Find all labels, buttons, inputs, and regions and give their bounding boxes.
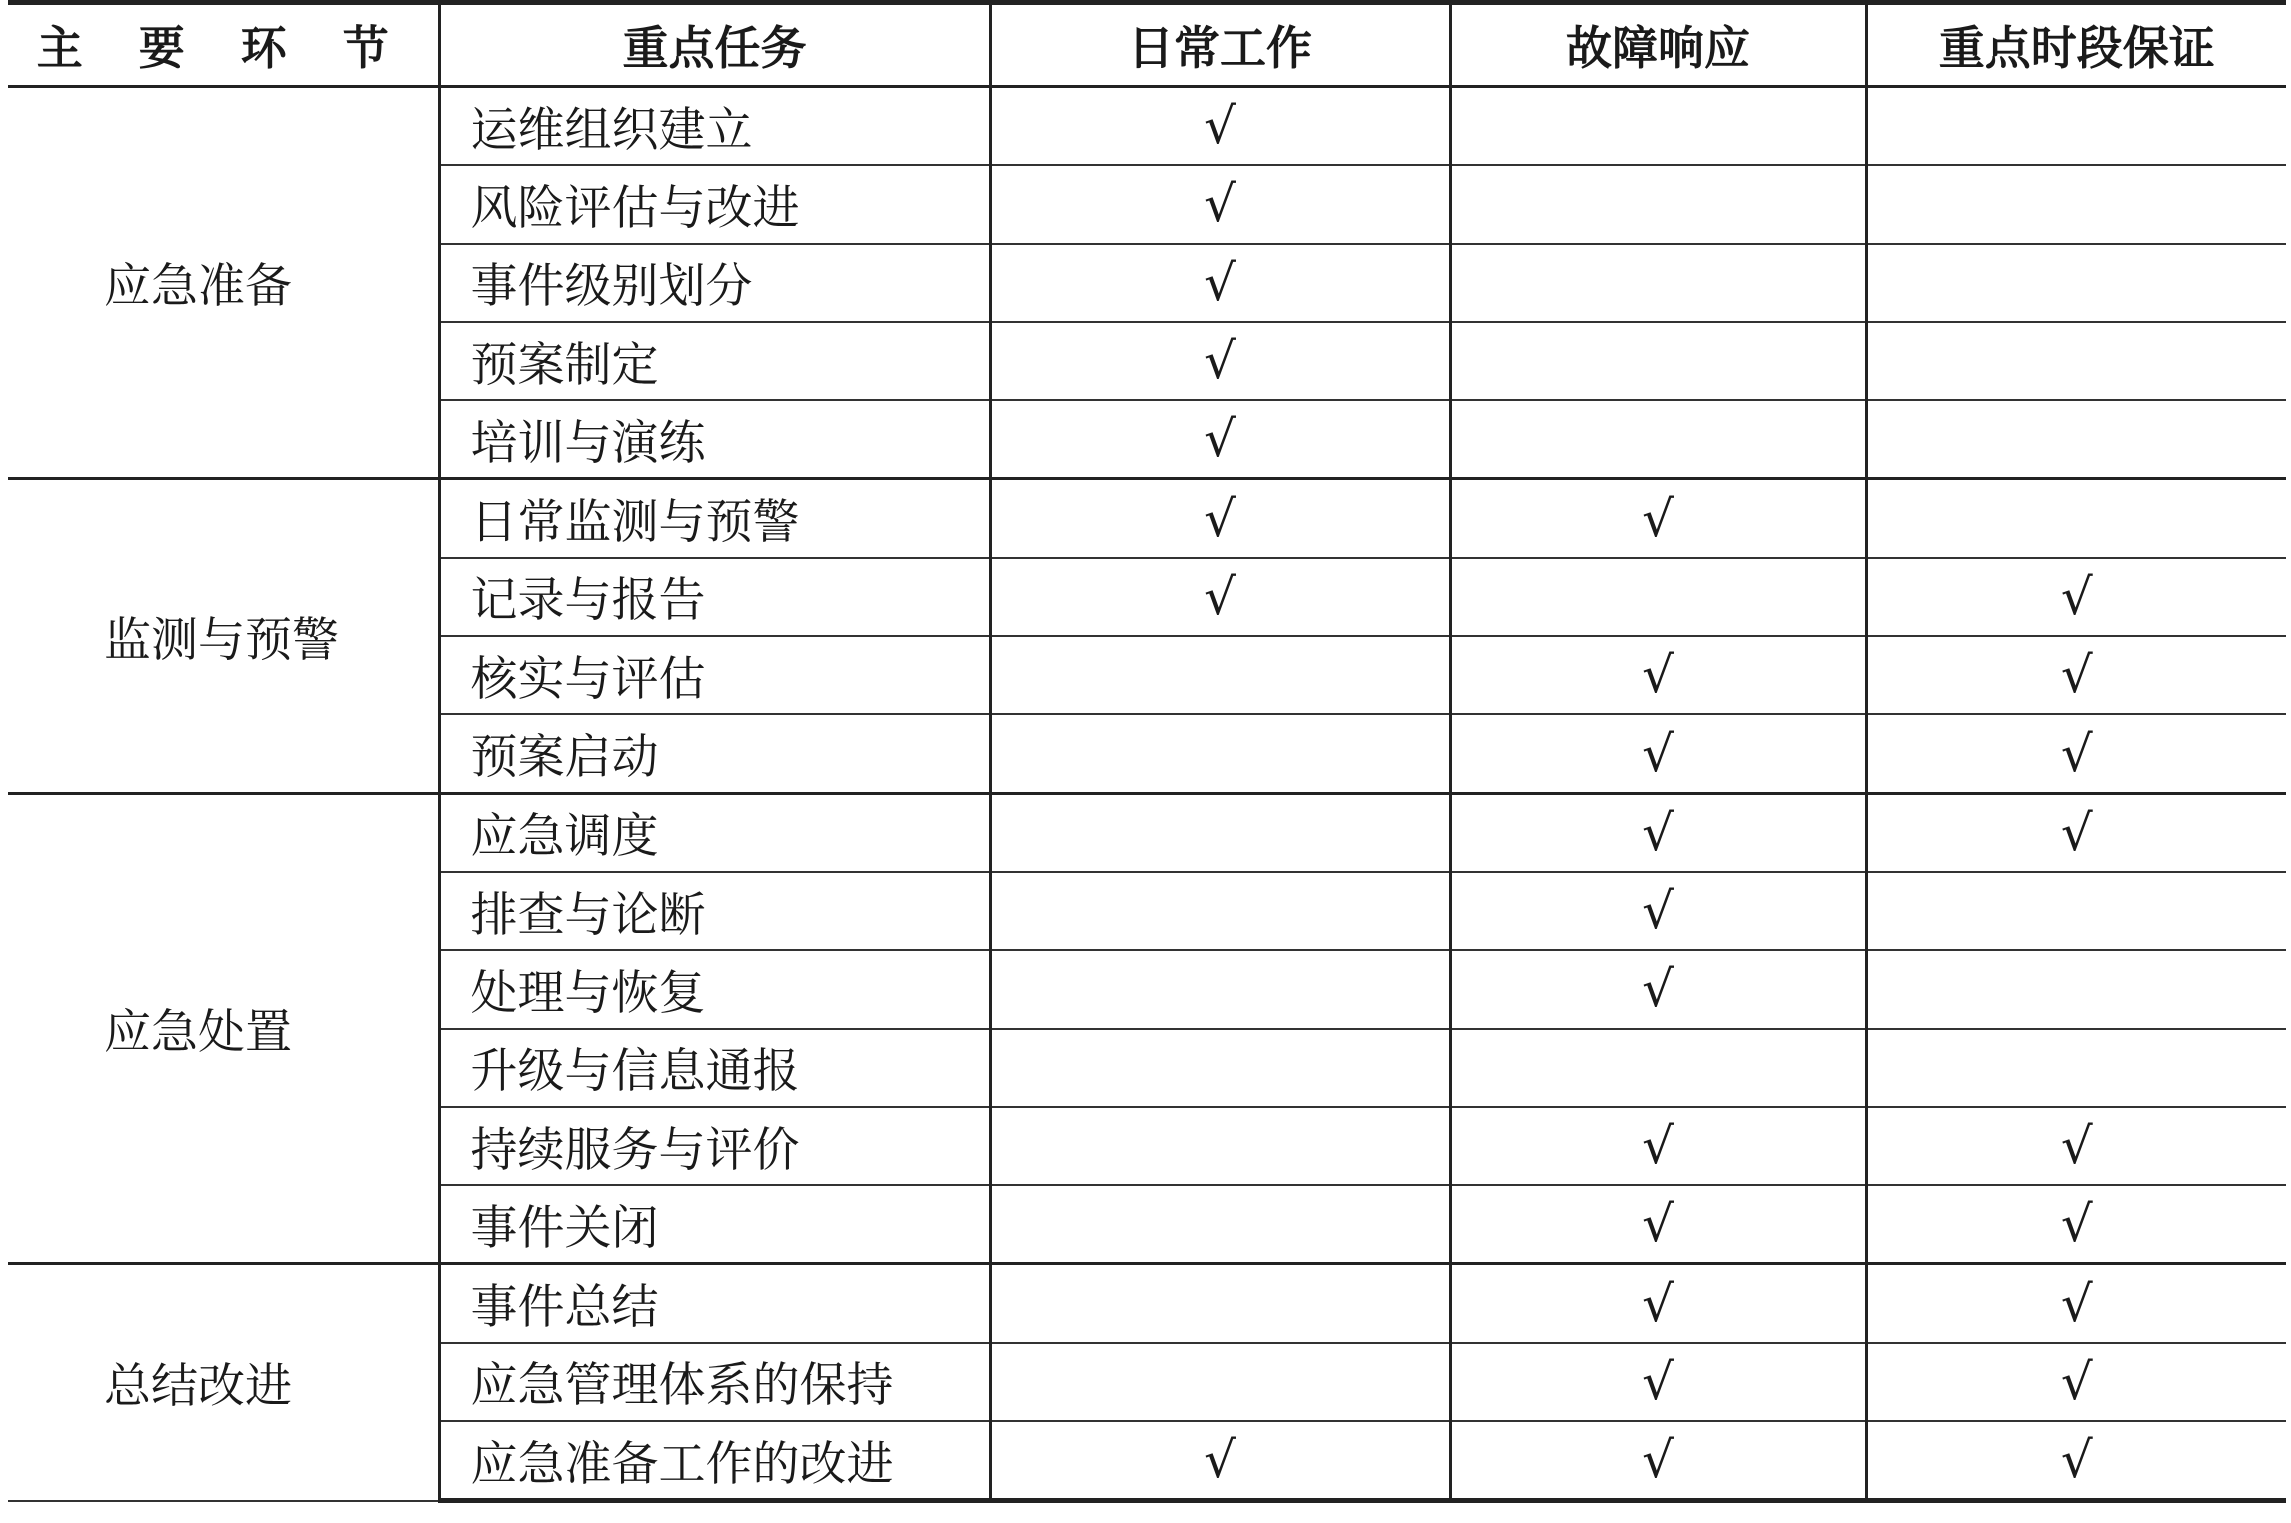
task-cell: 应急管理体系的保持 bbox=[439, 1343, 990, 1421]
task-cell: 应急调度 bbox=[439, 793, 990, 872]
task-cell: 风险评估与改进 bbox=[439, 165, 990, 243]
stage-cell: 应急处置 bbox=[8, 793, 439, 1264]
fault-response-cell bbox=[1450, 1343, 1866, 1421]
check-mark-icon: √ bbox=[2060, 1431, 2093, 1490]
daily-work-cell bbox=[990, 714, 1450, 793]
check-mark-icon: √ bbox=[2060, 1117, 2093, 1175]
table-row bbox=[8, 793, 2286, 872]
task-cell: 日常监测与预警 bbox=[439, 479, 990, 558]
fault-response-cell bbox=[1450, 872, 1866, 950]
check-mark-icon: √ bbox=[1642, 646, 1674, 705]
key-period-cell bbox=[1866, 1107, 2286, 1185]
daily-work-cell bbox=[990, 322, 1450, 400]
task-cell: 预案制定 bbox=[439, 322, 990, 400]
table-row bbox=[8, 479, 2286, 558]
fault-response-cell bbox=[1450, 1421, 1866, 1501]
table-row bbox=[8, 1264, 2286, 1343]
fault-response-cell bbox=[1450, 322, 1866, 400]
daily-work-cell bbox=[990, 636, 1450, 714]
stage-cell: 应急准备 bbox=[8, 87, 439, 479]
key-period-cell bbox=[1866, 636, 2286, 714]
key-period-cell bbox=[1866, 244, 2286, 322]
key-period-cell bbox=[1866, 87, 2286, 166]
fault-response-cell bbox=[1450, 87, 1866, 166]
check-mark-icon: √ bbox=[1204, 175, 1236, 234]
check-mark-icon: √ bbox=[1642, 960, 1674, 1019]
header-fault-response: 故障响应 bbox=[1450, 3, 1866, 87]
daily-work-cell bbox=[990, 244, 1450, 322]
daily-work-cell bbox=[990, 1421, 1450, 1501]
key-period-cell bbox=[1866, 1421, 2286, 1501]
check-mark-icon: √ bbox=[1642, 1352, 1674, 1411]
key-period-cell bbox=[1866, 165, 2286, 243]
check-mark-icon: √ bbox=[1204, 1431, 1236, 1490]
check-mark-icon: √ bbox=[1204, 253, 1236, 312]
task-cell: 培训与演练 bbox=[439, 400, 990, 479]
key-period-cell bbox=[1866, 558, 2286, 636]
daily-work-cell bbox=[990, 1343, 1450, 1421]
daily-work-cell bbox=[990, 950, 1450, 1028]
daily-work-cell bbox=[990, 400, 1450, 479]
document-page bbox=[8, 0, 2286, 1503]
fault-response-cell bbox=[1450, 244, 1866, 322]
key-period-cell bbox=[1866, 400, 2286, 479]
check-mark-icon: √ bbox=[1642, 1117, 1674, 1175]
emergency-tasks-table bbox=[8, 0, 2286, 1503]
header-key-task: 重点任务 bbox=[439, 3, 990, 87]
stage-cell: 总结改进 bbox=[8, 1264, 439, 1501]
key-period-cell bbox=[1866, 793, 2286, 872]
daily-work-cell bbox=[990, 87, 1450, 166]
daily-work-cell bbox=[990, 165, 1450, 243]
daily-work-cell bbox=[990, 1264, 1450, 1343]
task-cell: 应急准备工作的改进 bbox=[439, 1421, 990, 1501]
task-cell: 处理与恢复 bbox=[439, 950, 990, 1028]
task-cell: 持续服务与评价 bbox=[439, 1107, 990, 1185]
key-period-cell bbox=[1866, 872, 2286, 950]
check-mark-icon: √ bbox=[2060, 646, 2093, 705]
fault-response-cell bbox=[1450, 165, 1866, 243]
fault-response-cell bbox=[1450, 558, 1866, 636]
fault-response-cell bbox=[1450, 636, 1866, 714]
header-daily-work: 日常工作 bbox=[990, 3, 1450, 87]
fault-response-cell bbox=[1450, 400, 1866, 479]
fault-response-cell bbox=[1450, 1107, 1866, 1185]
task-cell: 核实与评估 bbox=[439, 636, 990, 714]
task-cell: 升级与信息通报 bbox=[439, 1029, 990, 1107]
task-cell: 运维组织建立 bbox=[439, 87, 990, 166]
check-mark-icon: √ bbox=[1204, 489, 1236, 548]
key-period-cell bbox=[1866, 714, 2286, 793]
daily-work-cell bbox=[990, 1029, 1450, 1107]
fault-response-cell bbox=[1450, 1029, 1866, 1107]
key-period-cell bbox=[1866, 1343, 2286, 1421]
check-mark-icon: √ bbox=[2060, 1274, 2093, 1333]
fault-response-cell bbox=[1450, 714, 1866, 793]
daily-work-cell bbox=[990, 793, 1450, 872]
task-cell: 事件总结 bbox=[439, 1264, 990, 1343]
key-period-cell bbox=[1866, 950, 2286, 1028]
check-mark-icon: √ bbox=[1642, 882, 1674, 941]
check-mark-icon: √ bbox=[1642, 1195, 1674, 1254]
daily-work-cell bbox=[990, 1107, 1450, 1185]
key-period-cell bbox=[1866, 1029, 2286, 1107]
daily-work-cell bbox=[990, 558, 1450, 636]
header-key-period-guarantee: 重点时段保证 bbox=[1866, 3, 2286, 87]
check-mark-icon: √ bbox=[1642, 1274, 1674, 1333]
check-mark-icon: √ bbox=[1204, 97, 1236, 156]
task-cell: 记录与报告 bbox=[439, 558, 990, 636]
check-mark-icon: √ bbox=[2060, 1352, 2093, 1411]
check-mark-icon: √ bbox=[1204, 410, 1236, 469]
header-row bbox=[8, 3, 2286, 87]
header-main-stage: 主 要 环 节 bbox=[8, 3, 439, 87]
task-cell: 排查与论断 bbox=[439, 872, 990, 950]
fault-response-cell bbox=[1450, 793, 1866, 872]
fault-response-cell bbox=[1450, 1185, 1866, 1264]
key-period-cell bbox=[1866, 479, 2286, 558]
check-mark-icon: √ bbox=[1204, 567, 1236, 626]
check-mark-icon: √ bbox=[1642, 1431, 1674, 1490]
key-period-cell bbox=[1866, 322, 2286, 400]
fault-response-cell bbox=[1450, 479, 1866, 558]
table-header bbox=[8, 3, 2286, 87]
check-mark-icon: √ bbox=[1642, 803, 1674, 862]
check-mark-icon: √ bbox=[1642, 489, 1674, 548]
task-cell: 预案启动 bbox=[439, 714, 990, 793]
key-period-cell bbox=[1866, 1264, 2286, 1343]
daily-work-cell bbox=[990, 872, 1450, 950]
daily-work-cell bbox=[990, 1185, 1450, 1264]
task-cell: 事件关闭 bbox=[439, 1185, 990, 1264]
table-body bbox=[8, 87, 2286, 1501]
key-period-cell bbox=[1866, 1185, 2286, 1264]
check-mark-icon: √ bbox=[1642, 724, 1674, 783]
check-mark-icon: √ bbox=[2060, 567, 2093, 626]
table-row bbox=[8, 87, 2286, 166]
task-cell: 事件级别划分 bbox=[439, 244, 990, 322]
fault-response-cell bbox=[1450, 1264, 1866, 1343]
check-mark-icon: √ bbox=[2060, 803, 2093, 862]
check-mark-icon: √ bbox=[2060, 1195, 2093, 1254]
check-mark-icon: √ bbox=[2060, 724, 2093, 783]
stage-cell: 监测与预警 bbox=[8, 479, 439, 793]
fault-response-cell bbox=[1450, 950, 1866, 1028]
check-mark-icon: √ bbox=[1204, 332, 1236, 391]
daily-work-cell bbox=[990, 479, 1450, 558]
